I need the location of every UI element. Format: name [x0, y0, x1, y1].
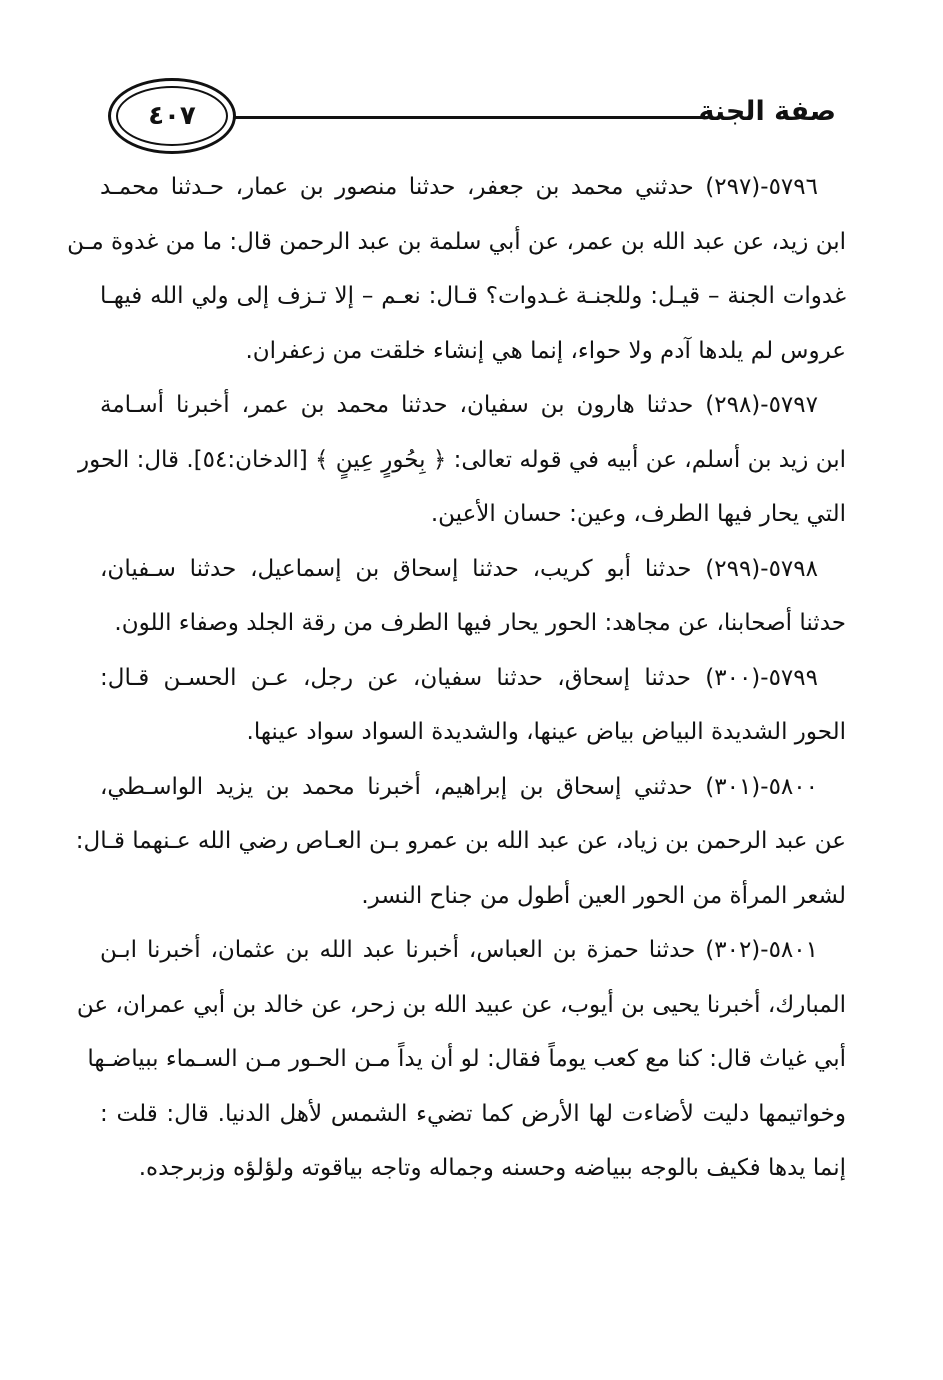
text-line: إنما يدها فكيف بالوجه ببياضه وحسنه وجماله وتاجه بياقوته ولؤلؤه وزبرجده. — [138, 1155, 846, 1181]
hadith-paragraph-5800 — [75, 760, 846, 924]
hadith-paragraph-5797 — [78, 378, 846, 542]
text-line: لشعر المرأة من الحور العين أطول من جناح النسر. — [361, 882, 846, 909]
main-text — [67, 160, 846, 1196]
header-rule — [234, 116, 708, 119]
text-line: ٥٧٩٦-(٢٩٧) حدثني محمد بن جعفر، حدثنا منصور بن عمار، حـدثنا محمـد — [100, 174, 818, 200]
hadith-paragraph-5796 — [67, 160, 846, 378]
text-line: المبارك، أخبرنا يحيى بن أيوب، عن عبيد الله بن زحر، عن خالد بن أبي عمران، عن — [76, 991, 846, 1018]
hadith-paragraph-5799 — [100, 651, 846, 760]
page-number-badge — [108, 78, 236, 154]
hadith-paragraph-5798 — [100, 542, 846, 651]
text-line: أبي غياث قال: كنا مع كعب يوماً فقال: لو أن يداً مـن الحـور مـن السـماء ببياضـها — [87, 1046, 846, 1072]
text-line: عروس لم يلدها آدم ولا حواء، إنما هي إنشاء خلقت من زعفران. — [245, 337, 846, 364]
running-title: صفة الجنة — [698, 96, 836, 127]
page-number: ٤٠٧ — [148, 101, 196, 131]
hadith-paragraph-5801 — [76, 923, 846, 1196]
text-line: حدثنا أصحابنا، عن مجاهد: الحور يحار فيها الطرف من رقة الجلد وصفاء اللون. — [114, 610, 846, 636]
text-line: ابن زيد بن أسلم، عن أبيه في قوله تعالى: ﴿ بِحُورٍ عِينٍ ﴾ [الدخان:٥٤]. قال: الحور — [78, 446, 846, 473]
text-line: ٥٧٩٨-(٢٩٩) حدثنا أبو كريب، حدثنا إسحاق بن إسماعيل، حدثنا سـفيان، — [100, 555, 818, 582]
text-line: ابن زيد، عن عبد الله بن عمر، عن أبي سلمة بن عبد الرحمن قال: ما من غدوة مـن — [67, 228, 846, 255]
text-line: ٥٧٩٩-(٣٠٠) حدثنا إسحاق، حدثنا سفيان، عن رجل، عـن الحسـن قـال: — [100, 664, 818, 691]
text-line: التي يحار فيها الطرف، وعين: حسان الأعين. — [430, 501, 846, 527]
text-line: وخواتيمها دليت لأضاءت لها الأرض كما تضيء الشمس لأهل الدنيا. قال: قلت : — [100, 1100, 846, 1127]
text-line: عن عبد الرحمن بن زياد، عن عبد الله بن عمرو بـن العـاص رضي الله عـنهما قـال: — [75, 828, 846, 854]
text-line: غدوات الجنة – قيـل: وللجنـة غـدوات؟ قـال: نعـم – إلا تـزف إلى ولي الله فيهـا — [100, 283, 846, 309]
text-line: الحور الشديدة البياض بياض عينها، والشديدة السواد سواد عينها. — [246, 719, 846, 745]
page-header — [108, 78, 836, 158]
text-line: ٥٧٩٧-(٢٩٨) حدثنا هارون بن سفيان، حدثنا محمد بن عمر، أخبرنا أسـامة — [100, 392, 818, 418]
text-line: ٥٨٠١-(٣٠٢) حدثنا حمزة بن العباس، أخبرنا عبد الله بن عثمان، أخبرنا ابـن — [100, 937, 818, 963]
text-line: ٥٨٠٠-(٣٠١) حدثني إسحاق بن إبراهيم، أخبرنا محمد بن يزيد الواسـطي، — [100, 773, 818, 800]
